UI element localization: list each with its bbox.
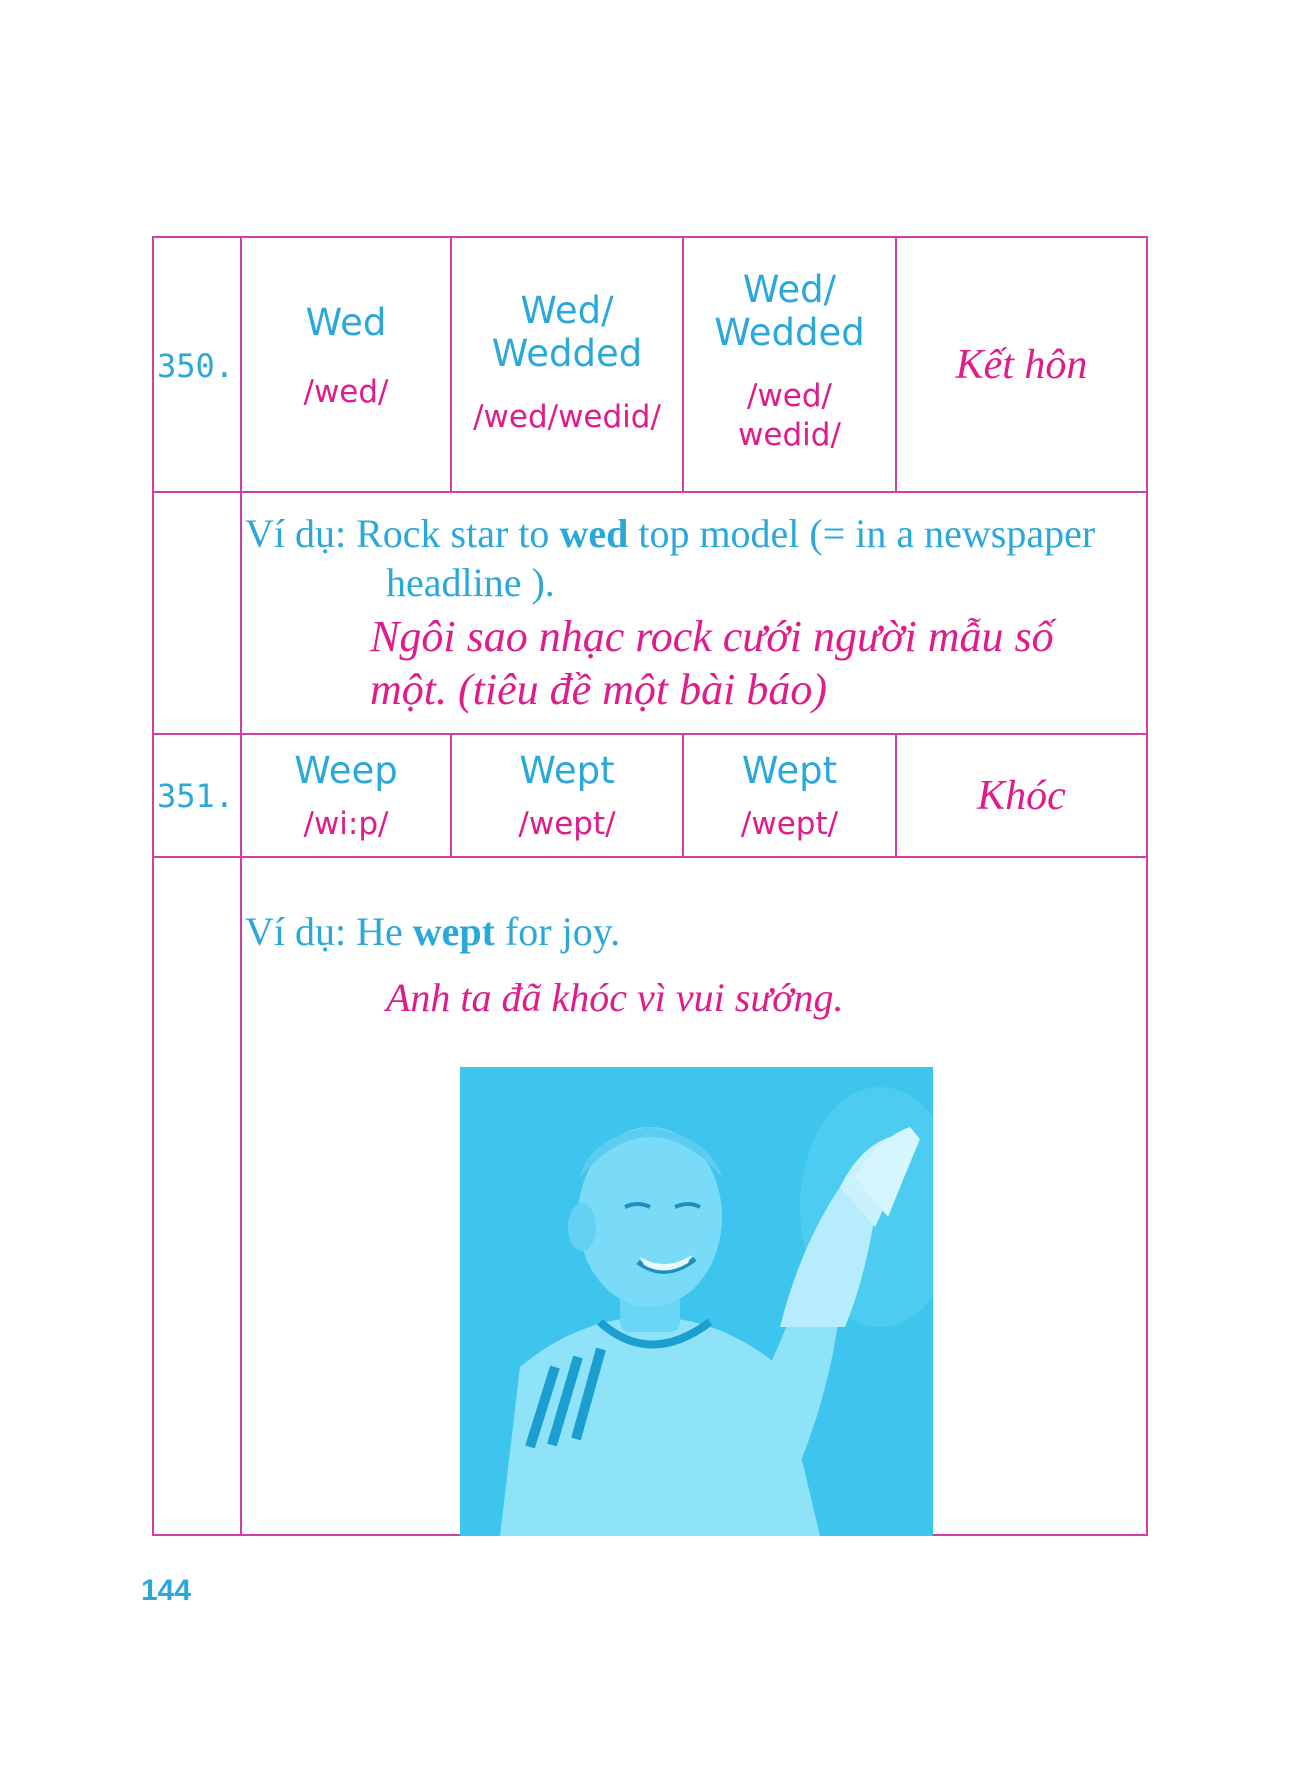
past-participle-cell	[684, 238, 895, 491]
example-translation-line1: Ngôi sao nhạc rock cưới người mẫu số	[370, 612, 1054, 661]
person-clapping-illustration	[460, 1067, 933, 1536]
example-translation-line2: một. (tiêu đề một bài báo)	[370, 665, 828, 714]
example-continuation: headline ).	[386, 560, 555, 605]
pp-form-line2: Wedded	[714, 310, 865, 354]
row-divider	[152, 856, 1148, 858]
past-form-line2: Wedded	[491, 332, 643, 375]
past-form-cell	[452, 735, 682, 856]
example-text: for joy.	[504, 909, 621, 954]
table-border-right	[1146, 236, 1148, 1536]
example-text: Rock star to	[356, 511, 550, 556]
example-sentence	[245, 909, 621, 954]
base-form: Wed	[305, 300, 387, 344]
past-form-ipa: /wept/	[518, 805, 616, 842]
meaning: Kết hôn	[955, 341, 1088, 388]
example-text: He	[356, 909, 403, 954]
past-form-cell	[452, 238, 682, 491]
meaning: Khóc	[977, 772, 1066, 819]
pp-form-line1: Wed/	[742, 267, 837, 311]
past-participle-cell	[684, 735, 895, 856]
pp-form-ipa-line1: /wed/	[747, 377, 832, 414]
base-form: Weep	[294, 748, 398, 792]
pp-form-ipa-line2: wedid/	[738, 416, 841, 453]
example-label: Ví dụ:	[245, 511, 347, 556]
meaning-cell	[897, 735, 1146, 856]
example-translation: Anh ta đã khóc vì vui sướng.	[386, 975, 844, 1020]
past-form-line1: Wed/	[520, 289, 614, 332]
illustration-photo	[460, 1067, 933, 1536]
base-form-ipa: /wed/	[303, 373, 389, 410]
table-border-left	[152, 236, 154, 1536]
base-form-cell	[242, 238, 450, 491]
example-text: top model (= in a newspaper	[638, 511, 1096, 556]
entry-number: 351.	[157, 777, 235, 815]
example-keyword: wept	[412, 909, 495, 954]
base-form-cell	[242, 735, 450, 856]
entry-number: 350.	[157, 347, 235, 385]
base-form-ipa: /wi:p/	[303, 805, 389, 842]
meaning-cell	[897, 238, 1146, 491]
page-number: 144	[141, 1574, 192, 1607]
pp-form-ipa: /wept/	[740, 805, 839, 842]
past-form-ipa: /wed/wedid/	[473, 399, 661, 435]
pp-form: Wept	[741, 748, 838, 792]
past-form: Wept	[519, 748, 615, 792]
example-sentence	[245, 511, 1096, 556]
row-divider	[152, 491, 1148, 493]
example-keyword: wed	[559, 511, 629, 556]
example-label: Ví dụ:	[245, 909, 347, 954]
